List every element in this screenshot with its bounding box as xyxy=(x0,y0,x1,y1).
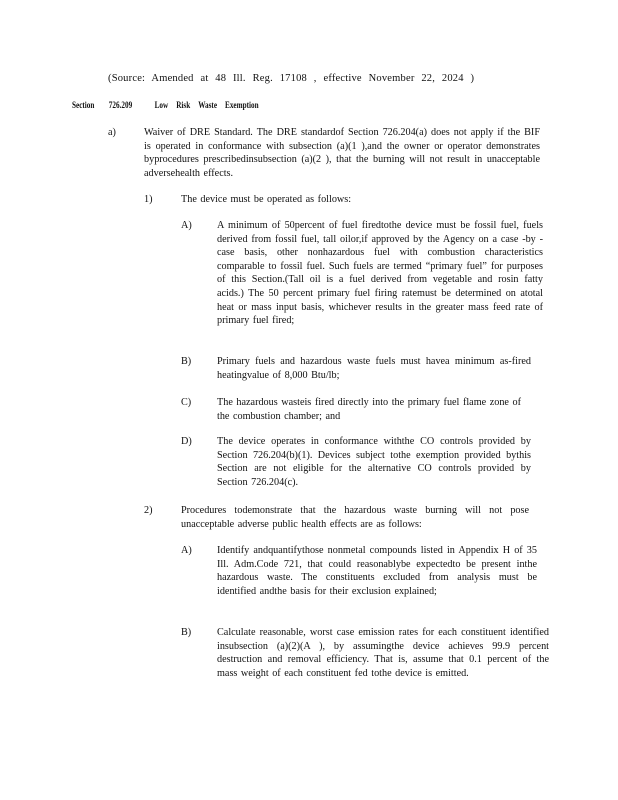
item-a1D-text: The device operates in conformance withthe CO controls provided by Section 726.204(b)(1). Devices subject tothe exemption provided bythis Section are not eligible for the alternative CO controls provided by Section 726.204(c). xyxy=(217,436,531,488)
item-a1A-label: A) xyxy=(181,220,192,231)
section-title-low: Low xyxy=(154,100,169,110)
item-a-text: Waiver of DRE Standard. The DRE standardof Section 726.204(a) does not apply if the BIF is operated in conformance with subsection (a)(1 ),and the owner or operator demonstrates byprocedures prescribedinsubsection (a)(2 ), that the burning will not result in unacceptable adversehealth effects. xyxy=(144,127,540,179)
item-a-label: a) xyxy=(108,127,116,138)
item-a1C-label: C) xyxy=(181,397,192,408)
section-title-risk: Risk xyxy=(176,100,191,110)
section-number: 726.209 xyxy=(108,100,133,110)
item-a1-label: 1) xyxy=(144,194,153,205)
item-a2B-label: B) xyxy=(181,627,192,638)
item-a1D-label: D) xyxy=(181,436,192,447)
section-word: Section xyxy=(72,100,95,110)
item-a2-text: Procedures todemonstrate that the hazardous waste burning will not pose unacceptable adverse public health effects are as follows: xyxy=(181,505,529,530)
item-a2A-label: A) xyxy=(181,545,192,556)
section-heading xyxy=(72,100,259,110)
source-note: (Source: Amended at 48 Ill. Reg. 17108 , effective November 22, 2024 ) xyxy=(108,73,475,84)
section-title-exemption: Exemption xyxy=(225,100,259,110)
section-title-waste: Waste xyxy=(198,100,218,110)
item-a1C-text: The hazardous wasteis fired directly into the primary fuel flame zone of the combustion chamber; and xyxy=(217,397,521,422)
item-a2B-text: Calculate reasonable, worst case emission rates for each constituent identified insubsection (a)(2)(A ), by assumingthe device achieves 99.9 percent destruction and removal efficiency. That is, assume that 0.1 percent of the mass weight of each constituent fed tothe device is emitted. xyxy=(217,627,549,679)
item-a1B-text: Primary fuels and hazardous waste fuels must havea minimum as-fired heatingvalue of 8,000 Btu/lb; xyxy=(217,356,531,381)
item-a1A-text: A minimum of 50percent of fuel firedtothe device must be fossil fuel, fuels derived from fossil fuel, tall oilor,if approved by the Agency on a case -by -case basis, other nonhazardous fuel with combustion characteristics comparable to fossil fuel. Such fuels are termed “primary fuel” for purposes of this Section.(Tall oil is a fuel derived from vegetable and rosin fatty acids.) The 50 percent primary fuel firing ratemust be determined on atotal heat or mass input basis, whichever results in the greater mass feed rate of primary fuel fired; xyxy=(217,220,543,327)
item-a1B-label: B) xyxy=(181,356,192,367)
item-a2A-text: Identify andquantifythose nonmetal compounds listed in Appendix H of 35 Ill. Adm.Code 721, that could reasonablybe expectedto be present inthe hazardous waste. The constituents excluded from analysis must be identified andthe basis for their exclusion explained; xyxy=(217,545,537,597)
item-a2-label: 2) xyxy=(144,505,153,516)
item-a1-text: The device must be operated as follows: xyxy=(181,194,352,205)
